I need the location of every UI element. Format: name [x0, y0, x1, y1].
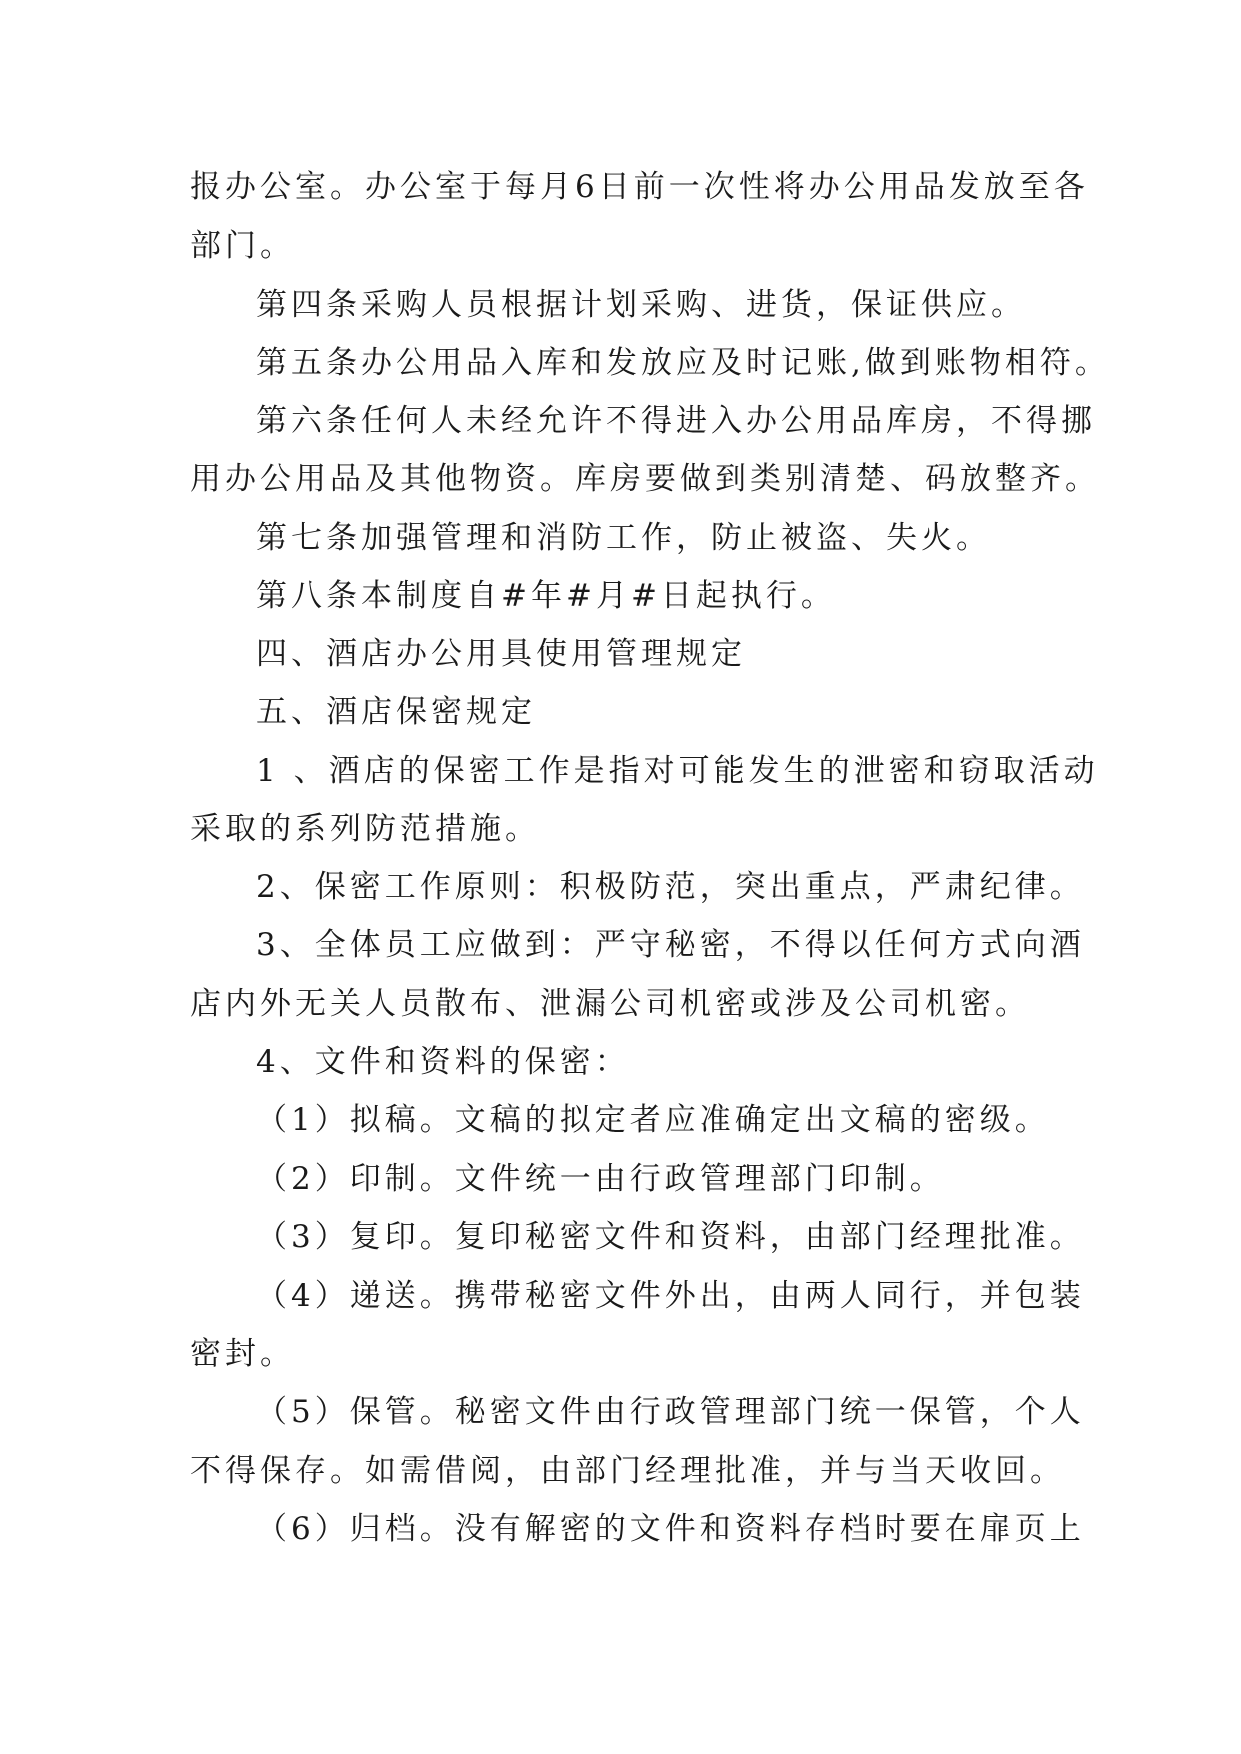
text-line: 密封。	[190, 1336, 295, 1372]
text-line: （2）印制。文件统一由行政管理部门印制。	[256, 1161, 945, 1197]
text-line: 五、酒店保密规定	[256, 694, 536, 730]
text-line: 第八条本制度自#年#月#日起执行。	[256, 578, 836, 614]
text-line: （5）保管。秘密文件由行政管理部门统一保管，个人	[256, 1394, 1085, 1430]
text-line: 用办公用品及其他物资。库房要做到类别清楚、码放整齐。	[190, 461, 1100, 497]
text-line: 不得保存。如需借阅，由部门经理批准，并与当天收回。	[190, 1453, 1065, 1489]
text-line: 2、保密工作原则：积极防范，突出重点，严肃纪律。	[256, 869, 1085, 905]
text-line: （3）复印。复印秘密文件和资料，由部门经理批准。	[256, 1219, 1085, 1255]
text-line: （1）拟稿。文稿的拟定者应准确定出文稿的密级。	[256, 1102, 1050, 1138]
text-line: 采取的系列防范措施。	[190, 811, 540, 847]
text-line: 报办公室。办公室于每月6日前一次性将办公用品发放至各	[190, 169, 1089, 205]
text-line: 店内外无关人员散布、泄漏公司机密或涉及公司机密。	[190, 986, 1030, 1022]
text-line: 第五条办公用品入库和发放应及时记账,做到账物相符。	[256, 345, 1110, 381]
text-line: （6）归档。没有解密的文件和资料存档时要在扉页上	[256, 1511, 1085, 1547]
text-line: 3、全体员工应做到：严守秘密，不得以任何方式向酒	[256, 927, 1085, 963]
text-line: 部门。	[190, 228, 295, 264]
text-line: 第七条加强管理和消防工作，防止被盗、失火。	[256, 520, 991, 556]
text-line: （4）递送。携带秘密文件外出，由两人同行，并包装	[256, 1278, 1085, 1314]
text-line: 1 、酒店的保密工作是指对可能发生的泄密和窃取活动	[256, 753, 1099, 789]
text-line: 第四条采购人员根据计划采购、进货，保证供应。	[256, 287, 1026, 323]
text-line: 第六条任何人未经允许不得进入办公用品库房，不得挪	[256, 403, 1096, 439]
text-line: 四、酒店办公用具使用管理规定	[256, 636, 746, 672]
text-line: 4、文件和资料的保密：	[256, 1044, 630, 1080]
